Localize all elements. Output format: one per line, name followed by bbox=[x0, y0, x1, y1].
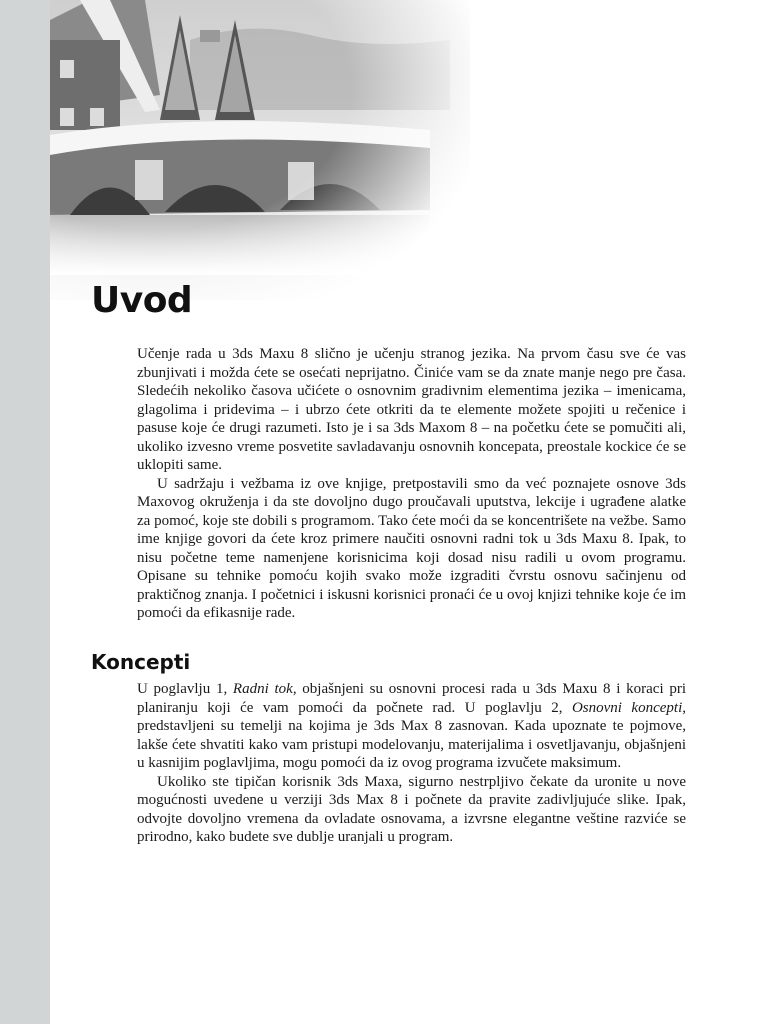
intro-paragraph-1: Učenje rada u 3ds Maxu 8 slično je učenju stranog jezika. Na prvom času sve će vas zbunjivati i možda ćete se osećati neprijatno. Činiće vam se da znate manje nego pre časa. Sledećih nekoliko časova učićete o osnovnim gradivnim elementima jezika – imenicama, glagolima i pridevima – i ubrzo ćete otkriti da te elemente možete spojiti u rečenice i pasuse koje će drugi razumeti. Isto je i sa 3ds Maxom 8 – na početku ćete se pomučiti ali, ukoliko izvesno vreme posvetite savladavanju osnovnih koncepata, preostale kockice će se uklopiti same. bbox=[137, 346, 686, 473]
page-side-band bbox=[0, 0, 50, 1024]
intro-paragraph-2: U sadržaju i vežbama iz ove knjige, pretpostavili smo da već poznajete osnove 3ds Maxovog okruženja i da ste dovoljno dugo proučavali uputstva, lekcije i ugrađene alatke za pomoć, koje ste dobili s programom. Tako ćete moći da se koncentrišete na vežbe. Samo ime knjige govori da ćete kroz primere naučiti osnovni radni tok u 3ds Maxu 8. Ipak, to nisu početne teme namenjene korisnicima koji dosad nisu radili u ovom programu. Opisane su tehnike pomoću kojih svako može izgraditi čvrstu osnovu sačinjenu od praktičnog znanja. I početnici i iskusni korisnici pronaći će u ovoj knjizi tehnike koje će im pomoći da efikasnije rade. bbox=[137, 475, 686, 621]
header-illustration bbox=[50, 0, 470, 300]
concepts-p1-text-c: , predstavljeni su temelji na kojima je 3ds Max 8 zasnovan. Kada upoznate te pojmove, lakše ćete shvatiti kako vam pristupi modelovanju, materijalima i osvetljavanju, objašnjeni u kasnijim poglavljima, mogu pomoći da iz ovog programa izvučete maksimum. bbox=[137, 699, 686, 771]
page-title: Uvod bbox=[91, 280, 193, 321]
intro-text bbox=[137, 345, 686, 623]
concepts-text bbox=[137, 680, 686, 847]
concepts-p1-text-b: , objašnjeni su osnovni procesi rada u 3ds Maxu 8 i koraci pri planiranju koji će vam pomoći da počnete rad. U poglavlju 2, bbox=[137, 681, 687, 716]
concepts-p1-text-a: U poglavlju 1, bbox=[137, 681, 233, 697]
chapter-2-title: Osnovni koncepti bbox=[571, 699, 683, 716]
section-heading-koncepti: Koncepti bbox=[91, 650, 191, 674]
concepts-paragraph-1 bbox=[137, 680, 686, 773]
concepts-paragraph-2: Ukoliko ste tipičan korisnik 3ds Maxa, sigurno nestrpljivo čekate da uronite u nove mogućnosti uvedene u verziji 3ds Max 8 i počnete da pravite zadivljujuće slike. Ipak, odvojte dovoljno vremena da ovladate osnovama, a izvrsne elegantne veštine razviće se prirodno, kako budete sve dublje uranjali u program. bbox=[137, 773, 686, 845]
chapter-1-title: Radni tok bbox=[232, 681, 293, 697]
